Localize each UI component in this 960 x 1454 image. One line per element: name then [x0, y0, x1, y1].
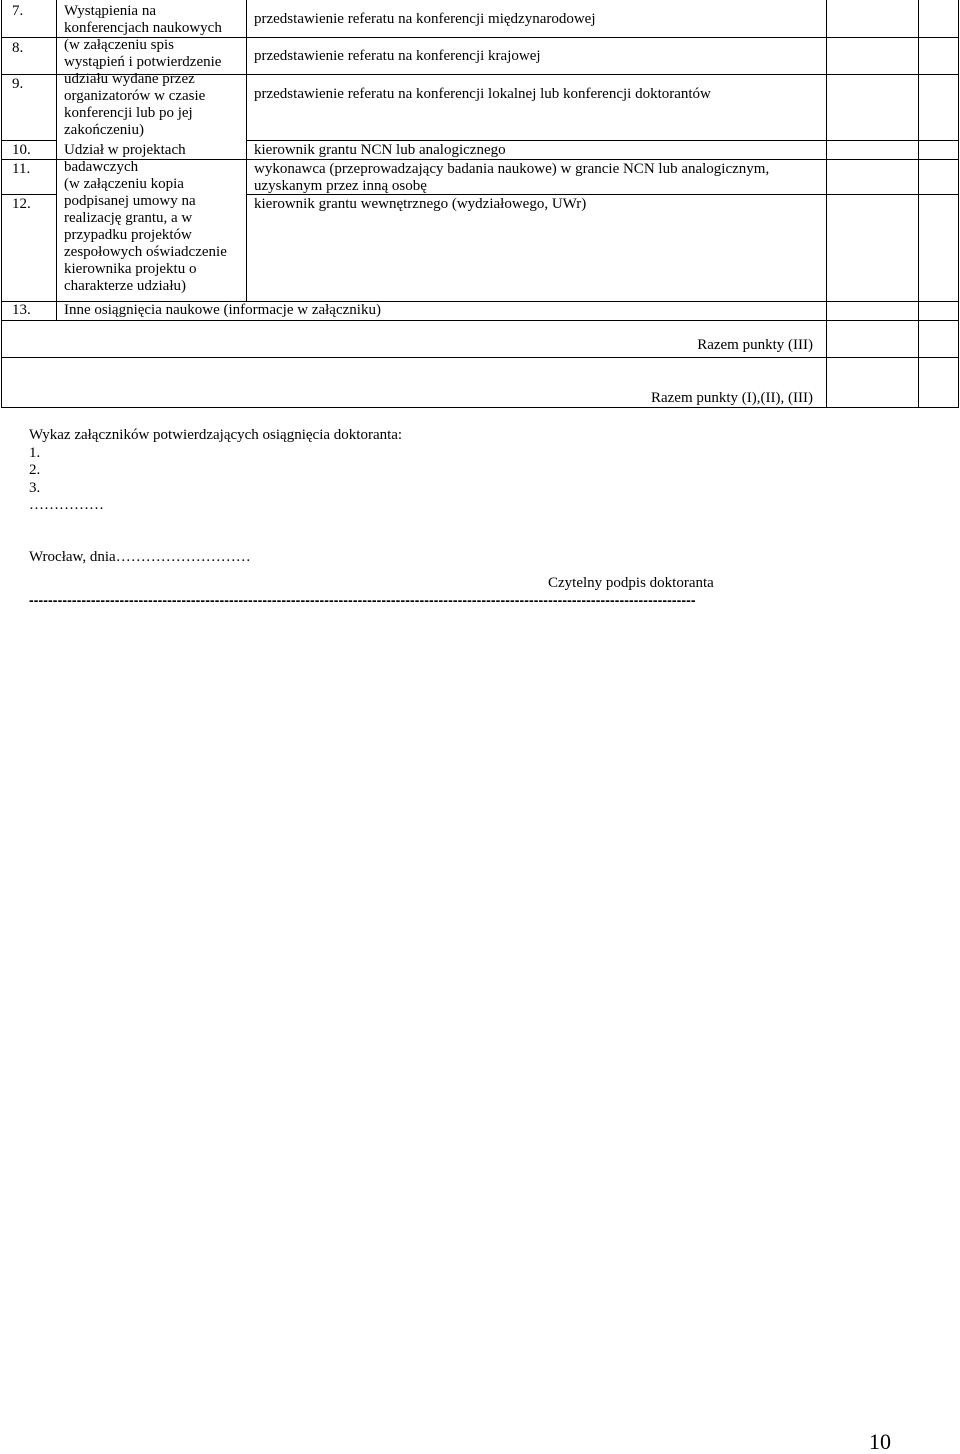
category-line: Wystąpienia na [64, 3, 156, 19]
total-section-iii: Razem punkty (III) [697, 337, 813, 353]
place-and-date: Wrocław, dnia……………………… [29, 549, 251, 565]
page-number: 10 [869, 1429, 891, 1454]
category-line: zakończeniu) [64, 122, 144, 138]
row-number-8: 8. [12, 40, 24, 56]
category-line: badawczych [64, 159, 139, 175]
row-number-12: 12. [12, 196, 31, 212]
cut-line: -------------------------------------------------------------------------------------------------------------------------------------------- [29, 592, 696, 608]
category-line: Udział w projektach [64, 142, 186, 158]
category-line: konferencjach naukowych [64, 20, 222, 36]
attachments-heading: Wykaz załączników potwierdzających osiągnięcia doktoranta: [29, 427, 403, 443]
row-number-13: 13. [12, 302, 31, 318]
category-line: (w załączeniu spis [64, 37, 174, 53]
row-number-11: 11. [12, 161, 31, 177]
category-line: kierownika projektu o [64, 261, 197, 277]
attachment-item: 2. [29, 462, 41, 478]
row-description-9: przedstawienie referatu na konferencji lokalnej lub konferencji doktorantów [254, 86, 711, 102]
row-number-7: 7. [12, 3, 24, 19]
row-description-13: Inne osiągnięcia naukowe (informacje w załączniku) [64, 302, 381, 318]
row-description-11-line2: uzyskanym przez inną osobę [254, 178, 427, 194]
category-line: udziału wydane przez [64, 71, 195, 87]
category-line: (w załączeniu kopia [64, 176, 184, 192]
row-description-11-line1: wykonawca (przeprowadzający badania naukowe) w grancie NCN lub analogicznym, [254, 161, 770, 177]
total-all-sections: Razem punkty (I),(II), (III) [650, 390, 813, 406]
row-number-9: 9. [12, 76, 24, 92]
attachments-list [29, 427, 402, 515]
attachment-item: 1. [29, 444, 41, 461]
category-line: konferencji lub po jej [64, 105, 193, 121]
category-line: podpisanej umowy na [64, 193, 196, 209]
category-line: zespołowych oświadczenie [64, 244, 227, 260]
category-line: organizatorów w czasie [64, 88, 206, 104]
row-description-12: kierownik grantu wewnętrznego (wydziałowego, UWr) [254, 196, 587, 212]
row-number-10: 10. [12, 142, 31, 158]
category-line: charakterze udziału) [64, 278, 186, 294]
category-line: realizację grantu, a w [64, 210, 193, 226]
row-description-7: przedstawienie referatu na konferencji międzynarodowej [254, 11, 596, 27]
signature-label: Czytelny podpis doktoranta [548, 575, 714, 591]
attachment-item: 3. [29, 479, 41, 496]
category-grants [64, 142, 227, 295]
row-description-10: kierownik grantu NCN lub analogicznego [254, 142, 506, 158]
attachment-item: …………… [29, 497, 104, 513]
category-line: przypadku projektów [64, 227, 192, 243]
row-description-8: przedstawienie referatu na konferencji krajowej [254, 48, 541, 64]
category-line: wystąpień i potwierdzenie [64, 54, 222, 70]
category-conferences [64, 3, 222, 139]
